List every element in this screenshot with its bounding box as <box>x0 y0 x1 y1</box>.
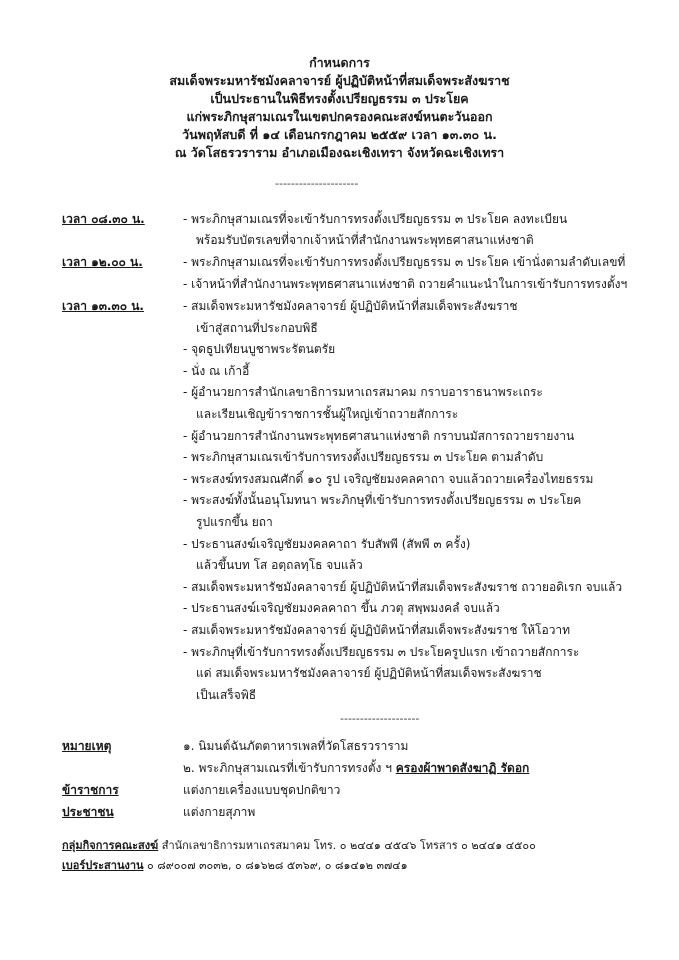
schedule-line: เป็นเสร็จพิธี <box>196 688 257 702</box>
schedule-line: - ประธานสงฆ์เจริญชัยมงคลคาถา ขึ้น ภวตุ สพฺพมงคลํ จบแล้ว <box>183 601 500 615</box>
schedule-line: และเรียนเชิญข้าราชการชั้นผู้ใหญ่เข้าถวายสักการะ <box>196 407 459 421</box>
schedule-line: - จุดธูปเทียนบูชาพระรัตนตรัย <box>183 342 336 356</box>
officials-value: แต่งกายเครื่องแบบชุดปกติขาว <box>183 783 341 797</box>
schedule-line: - พระสงฆ์ทรงสมณศักดิ์ ๑๐ รูป เจริญชัยมงคลคาถา จบแล้วถวายเครื่องไทยธรรม <box>183 472 594 486</box>
schedule-line: - พระภิกษุที่เข้ารับการทรงตั้งเปรียญธรรม ๓ ประโยครูปแรก เข้าถวายสักการะ <box>183 645 580 659</box>
schedule-line: รูปแรกขึ้น ยถา <box>196 515 273 529</box>
schedule-line: - เจ้าหน้าที่สำนักงานพระพุทธศาสนาแห่งชาติ ถวายคำแนะนำในการเข้ารับการทรงตั้งฯ <box>183 277 628 291</box>
footer-separator: -------------------- <box>340 712 420 725</box>
schedule-line: แด่ สมเด็จพระมหารัชมังคลาจารย์ ผู้ปฏิบัติหน้าที่สมเด็จพระสังฆราช <box>196 666 542 680</box>
public-value: แต่งกายสุภาพ <box>183 805 256 819</box>
note-item-2-emphasis: ครองผ้าพาดสังฆาฏิ รัดอก <box>395 761 530 775</box>
contact-phones-value: ๐ ๘๙๐๐๗ ๓๐๓๒, ๐ ๘๑๖๒๘ ๕๓๖๙, ๐ ๘๑๔๑๒ ๓๗๔๑ <box>143 859 408 872</box>
note-item-1: ๑. นิมนต์ฉันภัตตาหารเพลที่วัดโสธรวราราม <box>183 739 409 753</box>
schedule-line: - สมเด็จพระมหารัชมังคลาจารย์ ผู้ปฏิบัติหน้าที่สมเด็จพระสังฆราช <box>183 299 518 313</box>
title-line-1: กำหนดการ <box>309 55 370 70</box>
title-line-3: เป็นประธานในพิธีทรงตั้งเปรียญธรรม ๓ ประโยค <box>210 91 469 106</box>
contact-group-label: กลุ่มกิจการคณะสงฆ์ <box>62 839 159 852</box>
contact-phones <box>62 858 408 874</box>
schedule-time-1: เวลา ๐๘.๓๐ น. <box>62 212 145 226</box>
schedule-line: เข้าสู่สถานที่ประกอบพิธี <box>196 321 318 335</box>
schedule-time-2: เวลา ๑๒.๐๐ น. <box>62 255 143 269</box>
schedule-line: - สมเด็จพระมหารัชมังคลาจารย์ ผู้ปฏิบัติหน้าที่สมเด็จพระสังฆราช ถวายอดิเรก จบแล้ว <box>183 580 623 594</box>
schedule-line: - พระภิกษุสามเณรที่จะเข้ารับการทรงตั้งเปรียญธรรม ๓ ประโยค ลงทะเบียน <box>183 212 568 226</box>
schedule-line: - พระภิกษุสามเณรเข้ารับการทรงตั้งเปรียญธรรม ๓ ประโยค ตามลำดับ <box>183 450 544 464</box>
contact-group-value: สำนักเลขาธิการมหาเถรสมาคม โทร. ๐ ๒๔๔๑ ๔๕๔๖ โทรสาร ๐ ๒๔๔๑ ๔๕๐๐ <box>158 839 536 852</box>
schedule-line: - นั่ง ณ เก้าอี้ <box>183 364 250 378</box>
schedule-line: - พระภิกษุสามเณรที่จะเข้ารับการทรงตั้งเปรียญธรรม ๓ ประโยค เข้านั่งตามลำดับเลขที่ <box>183 255 626 269</box>
schedule-line: - ประธานสงฆ์เจริญชัยมงคลคาถา รับสัพพี (สัพพี ๓ ครั้ง) <box>183 537 471 551</box>
note-item-2-text: ๒. พระภิกษุสามเณรที่เข้ารับการทรงตั้ง ฯ <box>183 761 396 775</box>
officials-label: ข้าราชการ <box>62 783 119 797</box>
schedule-line: - ผู้อำนวยการสำนักงานพระพุทธศาสนาแห่งชาติ กราบนมัสการถวายรายงาน <box>183 429 575 443</box>
schedule-line: - พระสงฆ์ทั้งนั้นอนุโมทนา พระภิกษุที่เข้ารับการทรงตั้งเปรียญธรรม ๓ ประโยค <box>183 493 582 507</box>
contact-phones-label: เบอร์ประสานงาน <box>62 859 144 872</box>
schedule-line: - ผู้อำนวยการสำนักเลขาธิการมหาเถรสมาคม กราบอาราธนาพระเถระ <box>183 385 543 399</box>
contact-group <box>62 838 536 854</box>
schedule-line: - สมเด็จพระมหารัชมังคลาจารย์ ผู้ปฏิบัติหน้าที่สมเด็จพระสังฆราช ให้โอวาท <box>183 623 571 637</box>
title-line-2: สมเด็จพระมหารัชมังคลาจารย์ ผู้ปฏิบัติหน้าที่สมเด็จพระสังฆราช <box>169 73 510 88</box>
public-label: ประชาชน <box>62 805 114 819</box>
note-item-2 <box>183 760 529 776</box>
schedule-line: พร้อมรับบัตรเลขที่จากเจ้าหน้าที่สำนักงานพระพุทธศาสนาแห่งชาติ <box>196 233 534 247</box>
title-line-5: วันพฤหัสบดี ที่ ๑๔ เดือนกรกฎาคม ๒๕๕๙ เวลา ๑๓.๓๐ น. <box>182 127 497 142</box>
title-line-4: แก่พระภิกษุสามเณรในเขตปกครองคณะสงฆ์หนตะวันออก <box>186 109 493 124</box>
header-separator: --------------------- <box>275 177 359 190</box>
title-line-6: ณ วัดโสธรวราราม อำเภอเมืองฉะเชิงเทรา จังหวัดฉะเชิงเทรา <box>174 145 505 160</box>
schedule-line: แล้วขึ้นบท โส อตฺถลทฺโธ จบแล้ว <box>196 558 363 572</box>
schedule-time-3: เวลา ๑๓.๓๐ น. <box>62 299 144 313</box>
notes-label: หมายเหตุ <box>62 739 112 753</box>
